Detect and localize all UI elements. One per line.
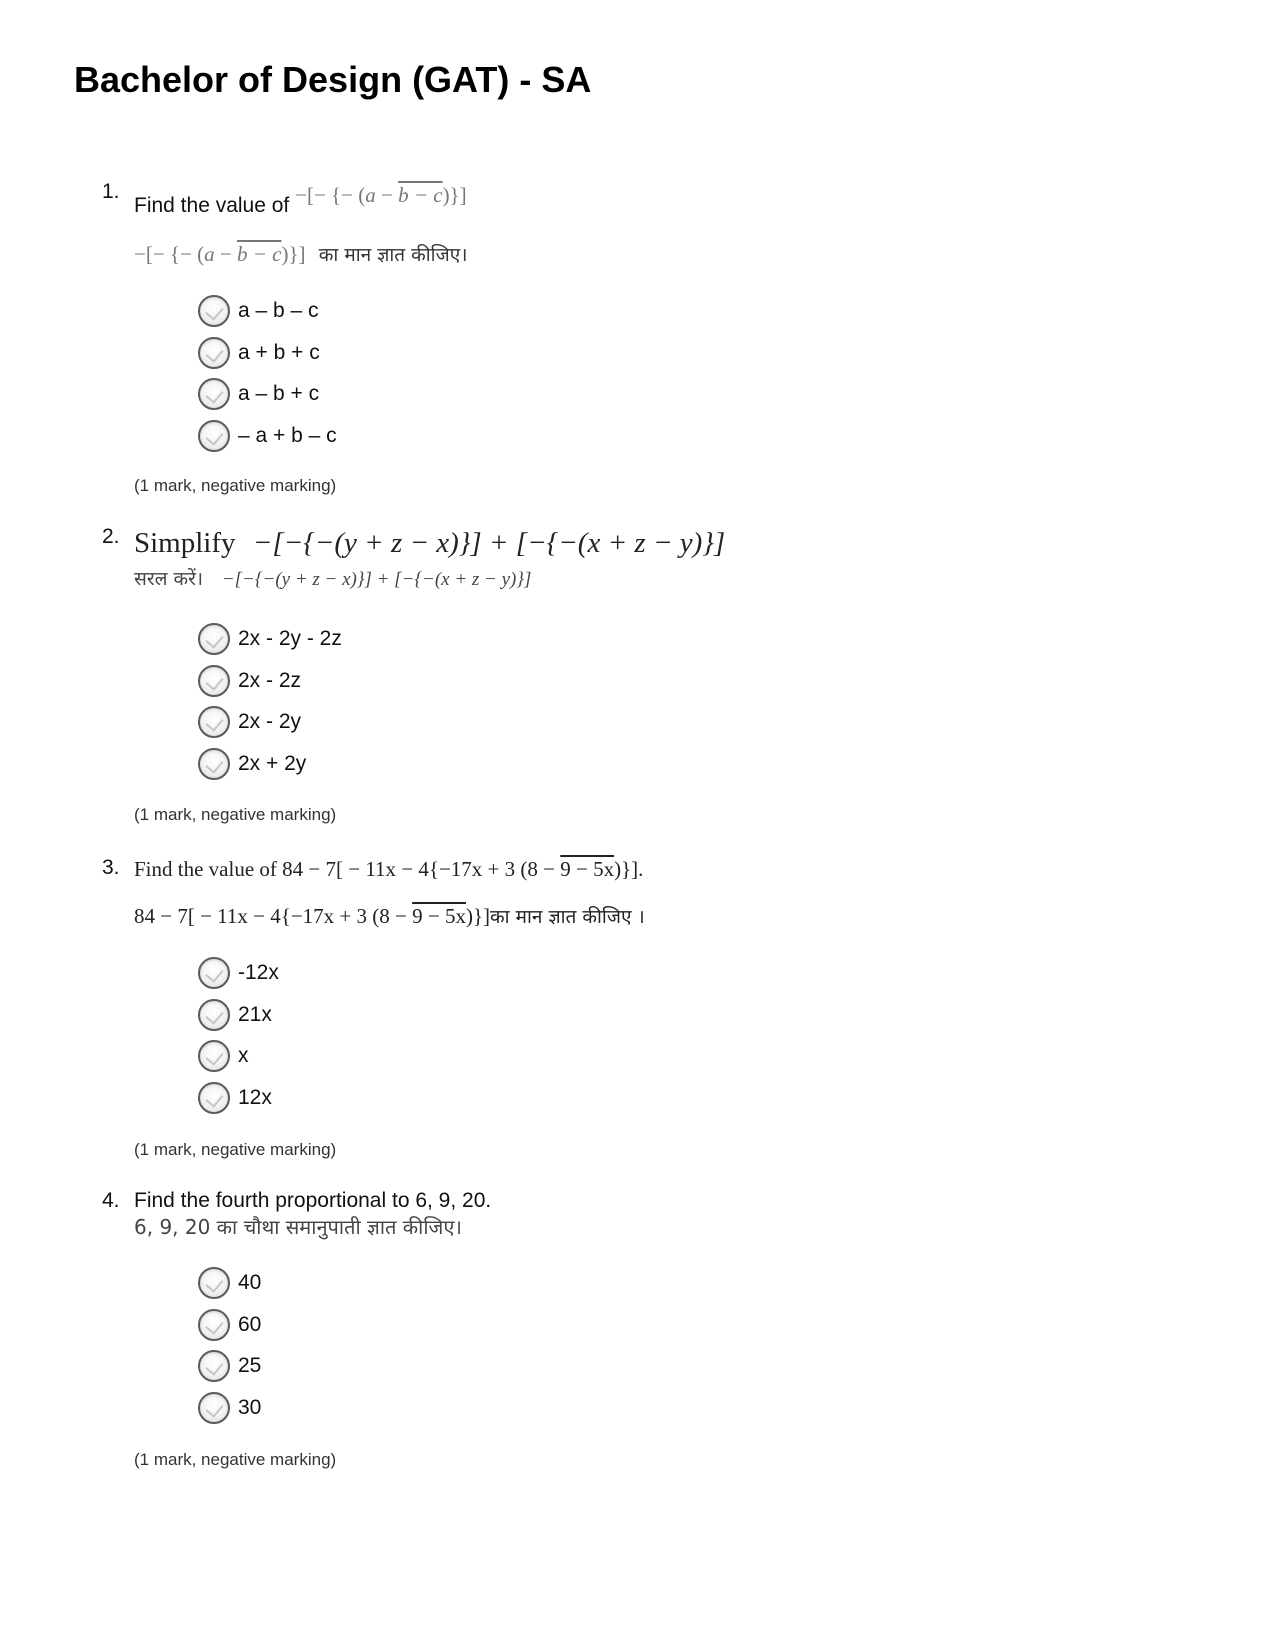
question-text-hindi	[134, 565, 531, 591]
radio-button-icon[interactable]	[198, 1392, 230, 1424]
option-1c[interactable]: a – b + c	[198, 375, 319, 413]
radio-button-icon[interactable]	[198, 337, 230, 369]
radio-button-icon[interactable]	[198, 378, 230, 410]
radio-button-icon[interactable]	[198, 957, 230, 989]
radio-button-icon[interactable]	[198, 706, 230, 738]
question-lead: Find the value of	[134, 857, 277, 881]
question-number: 2.	[102, 525, 120, 548]
option-2c[interactable]: 2x - 2y	[198, 703, 301, 741]
radio-button-icon[interactable]	[198, 1040, 230, 1072]
question-expression: −[−{−(y + z − x)}] + [−{−(x + z − y)}]	[252, 527, 726, 559]
radio-button-icon[interactable]	[198, 1267, 230, 1299]
option-3a[interactable]: -12x	[198, 954, 279, 992]
hindi-instruction: का मान ज्ञात कीजिए ।	[490, 906, 645, 928]
question-expression-hindi: 84 − 7[ − 11x − 4{−17x + 3 (8 − 9 − 5x)}]	[134, 904, 491, 928]
option-3b[interactable]: 21x	[198, 996, 272, 1034]
radio-button-icon[interactable]	[198, 623, 230, 655]
hindi-instruction: 6, 9, 20 का चौथा समानुपाती ज्ञात कीजिए।	[134, 1215, 462, 1239]
radio-button-icon[interactable]	[198, 748, 230, 780]
question-number: 4.	[102, 1189, 120, 1212]
hindi-instruction: का मान ज्ञात कीजिए।	[318, 244, 468, 266]
option-3c[interactable]: x	[198, 1037, 249, 1075]
question-text-hindi	[134, 1213, 462, 1240]
question-lead: Find the value of	[134, 194, 290, 217]
option-1d[interactable]: – a + b – c	[198, 417, 337, 455]
radio-button-icon[interactable]	[198, 1309, 230, 1341]
question-text: Find the fourth proportional to 6, 9, 20.	[134, 1189, 492, 1212]
question-expression-hindi: −[− {− (a − b − c)}]	[134, 242, 306, 266]
question-expression: 84 − 7[ − 11x − 4{−17x + 3 (8 − 9 − 5x)}].	[282, 857, 644, 881]
option-2b[interactable]: 2x - 2z	[198, 662, 301, 700]
question-text	[134, 183, 467, 218]
radio-button-icon[interactable]	[198, 1082, 230, 1114]
option-1a[interactable]: a – b – c	[198, 292, 319, 330]
marks-note: (1 mark, negative marking)	[134, 476, 337, 495]
option-4d[interactable]: 30	[198, 1389, 261, 1427]
radio-button-icon[interactable]	[198, 999, 230, 1031]
marks-note: (1 mark, negative marking)	[134, 1450, 337, 1469]
question-text	[134, 857, 643, 882]
radio-button-icon[interactable]	[198, 665, 230, 697]
marks-note: (1 mark, negative marking)	[134, 1140, 337, 1159]
radio-button-icon[interactable]	[198, 295, 230, 327]
option-1b[interactable]: a + b + c	[198, 334, 320, 372]
option-2a[interactable]: 2x - 2y - 2z	[198, 620, 342, 658]
question-text-hindi	[134, 241, 467, 267]
page-title: Bachelor of Design (GAT) - SA	[74, 59, 592, 100]
option-4b[interactable]: 60	[198, 1306, 261, 1344]
marks-note: (1 mark, negative marking)	[134, 805, 337, 824]
question-text-hindi	[134, 903, 645, 929]
question-expression-hindi: −[−{−(y + z − x)}] + [−{−(x + z − y)}]	[221, 569, 532, 590]
question-number: 1.	[102, 180, 120, 203]
radio-button-icon[interactable]	[198, 1350, 230, 1382]
option-4c[interactable]: 25	[198, 1347, 261, 1385]
question-expression: −[− {− (a − b − c)}]	[295, 183, 467, 207]
option-2d[interactable]: 2x + 2y	[198, 745, 306, 783]
option-3d[interactable]: 12x	[198, 1079, 272, 1117]
question-lead: Simplify	[134, 527, 236, 559]
radio-button-icon[interactable]	[198, 420, 230, 452]
option-4a[interactable]: 40	[198, 1264, 261, 1302]
question-text	[134, 527, 725, 560]
question-number: 3.	[102, 856, 120, 879]
hindi-instruction: सरल करें।	[134, 568, 204, 590]
